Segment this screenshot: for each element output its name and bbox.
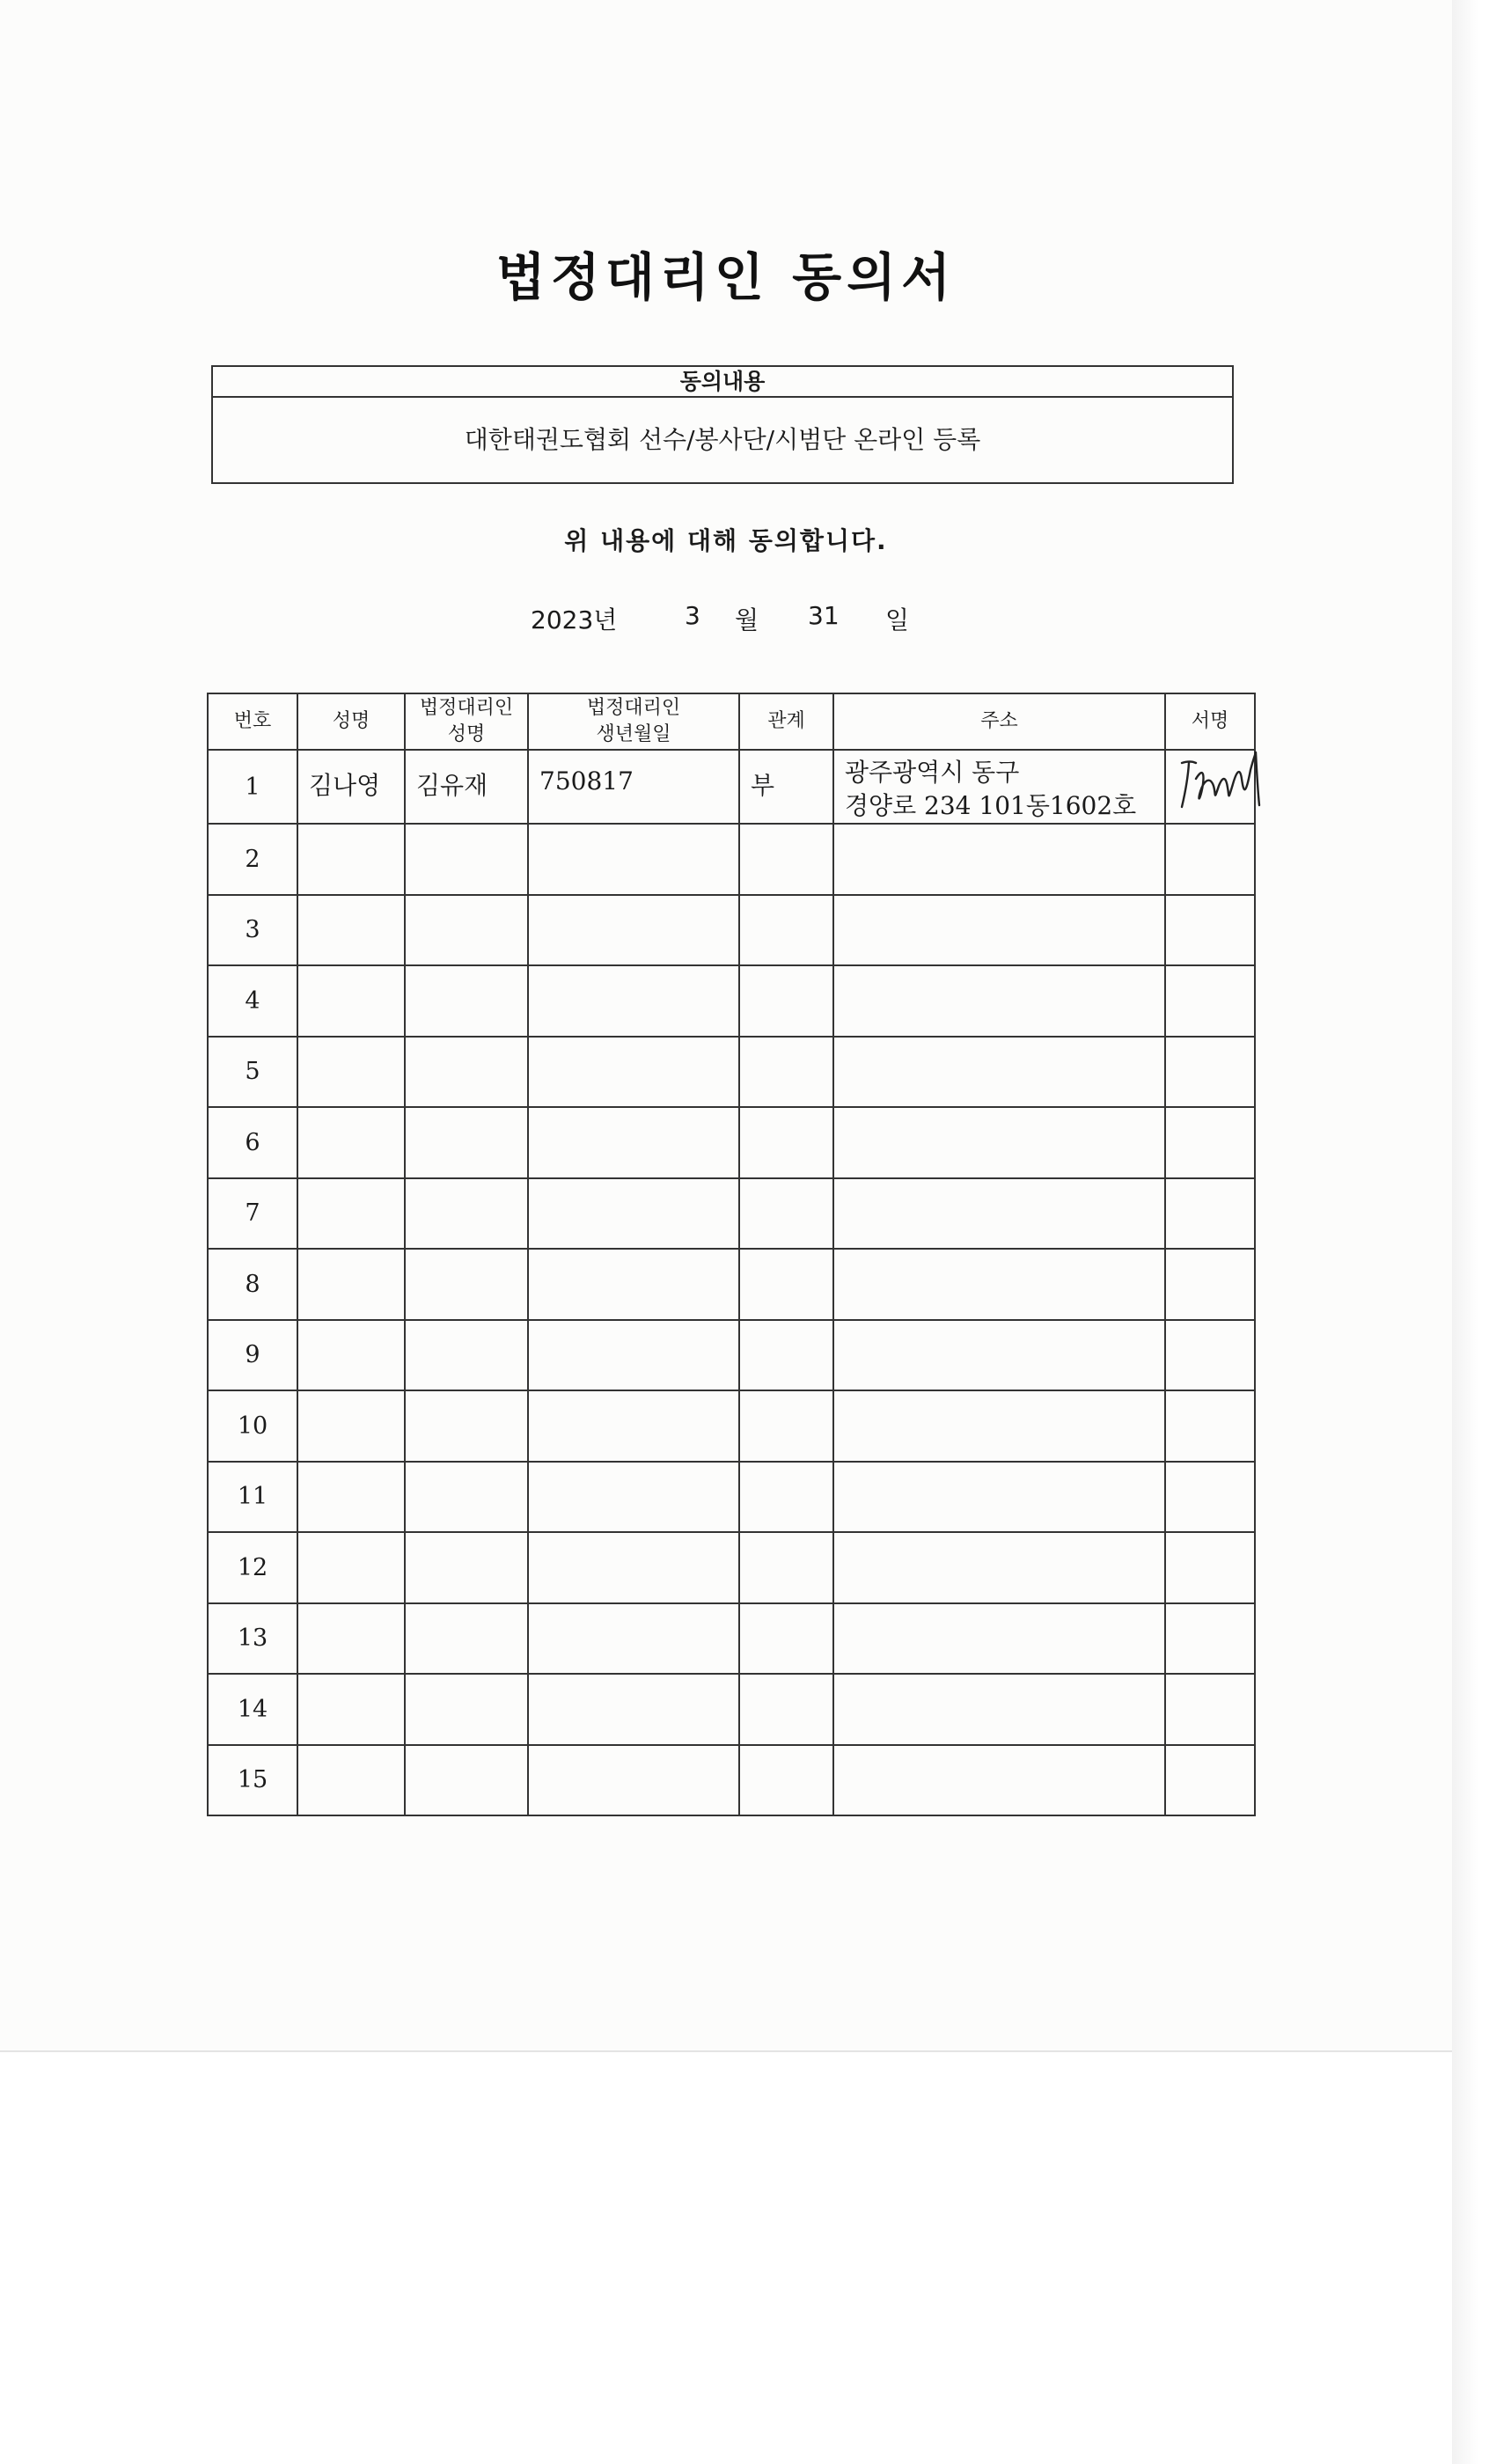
row-guardian-birth [528,1603,739,1675]
row-guardian-birth [528,1532,739,1603]
row-relation [739,1674,833,1745]
row-guardian-birth: 750817 [528,750,739,824]
scan-edge [1452,0,1496,2464]
row-relation [739,1603,833,1675]
row-name [297,1107,405,1178]
row-guardian-name [405,1532,528,1603]
row-address [833,965,1165,1037]
row-signature [1165,1390,1255,1462]
header-number: 번호 [208,693,297,750]
row-relation [739,1462,833,1533]
row-signature [1165,1249,1255,1320]
date-year: 2023년 [531,605,618,634]
row-signature [1165,1178,1255,1250]
row-guardian-name [405,1674,528,1745]
row-signature [1165,1462,1255,1533]
row-relation [739,895,833,966]
row-number: 1 [208,750,297,824]
table-row [208,824,1255,895]
row-relation [739,1320,833,1391]
row-number: 9 [208,1320,297,1391]
header-address: 주소 [833,693,1165,750]
row-number: 5 [208,1037,297,1108]
row-guardian-birth [528,965,739,1037]
row-signature [1165,1603,1255,1675]
row-guardian-name [405,1037,528,1108]
table-row [208,1603,1255,1675]
row-name [297,1603,405,1675]
row-relation [739,1037,833,1108]
date-month: 3 [685,601,700,630]
table-header-row [208,693,1255,750]
row-name [297,1390,405,1462]
row-number: 7 [208,1178,297,1250]
row-guardian-birth [528,895,739,966]
row-number: 12 [208,1532,297,1603]
table-row [208,1532,1255,1603]
row-address [833,895,1165,966]
row-name [297,824,405,895]
row-name [297,1178,405,1250]
row-guardian-name [405,1603,528,1675]
agree-statement: 위 내용에 대해 동의합니다. [564,526,888,555]
row-address [833,750,1165,824]
row-address [833,1390,1165,1462]
row-signature [1165,895,1255,966]
row-signature [1165,750,1255,824]
row-guardian-name [405,965,528,1037]
row-guardian-birth [528,1037,739,1108]
row-signature [1165,1107,1255,1178]
header-guardian-birth: 법정대리인 생년월일 [528,693,739,750]
row-signature [1165,1037,1255,1108]
row-name [297,965,405,1037]
row-relation [739,824,833,895]
row-guardian-name [405,1462,528,1533]
row-relation [739,965,833,1037]
row-signature [1165,1532,1255,1603]
row-number: 10 [208,1390,297,1462]
table-row [208,1674,1255,1745]
row-guardian-birth [528,1390,739,1462]
row-guardian-name [405,895,528,966]
row-guardian-name [405,1320,528,1391]
row-name [297,1249,405,1320]
row-relation [739,1532,833,1603]
row-address-line1: 광주광역시 동구 [845,758,1020,787]
row-relation: 부 [739,750,833,824]
row-guardian-name [405,824,528,895]
row-address [833,1462,1165,1533]
document-title: 법정대리인 동의서 [495,247,957,307]
row-address-line2: 경양로 234 101동1602호 [845,791,1137,820]
row-guardian-birth [528,1674,739,1745]
row-signature [1165,965,1255,1037]
row-name [297,1320,405,1391]
table-row [208,895,1255,966]
row-address [833,1037,1165,1108]
row-number: 4 [208,965,297,1037]
date-day-label: 일 [885,605,910,634]
table-row [208,965,1255,1037]
table-row [208,1390,1255,1462]
header-name: 성명 [297,693,405,750]
row-guardian-birth [528,1249,739,1320]
row-address [833,1532,1165,1603]
row-number: 11 [208,1462,297,1533]
row-number: 2 [208,824,297,895]
row-guardian-birth [528,824,739,895]
table-row [208,1462,1255,1533]
row-number: 8 [208,1249,297,1320]
guardian-table [207,693,1256,1816]
row-address [833,1249,1165,1320]
row-relation [739,1249,833,1320]
signature-handwriting [1175,744,1272,823]
consent-header: 동의내용 [213,367,1232,398]
row-relation [739,1745,833,1816]
row-number: 14 [208,1674,297,1745]
table-row [208,1037,1255,1108]
row-guardian-birth [528,1745,739,1816]
row-signature [1165,1745,1255,1816]
table-row [208,1320,1255,1391]
row-signature [1165,1674,1255,1745]
row-guardian-birth [528,1462,739,1533]
row-address [833,1320,1165,1391]
row-guardian-birth [528,1107,739,1178]
row-signature [1165,1320,1255,1391]
row-guardian-name [405,1178,528,1250]
row-guardian-birth [528,1320,739,1391]
row-signature [1165,824,1255,895]
row-guardian-name [405,1745,528,1816]
row-name [297,1745,405,1816]
row-relation [739,1390,833,1462]
row-address [833,1603,1165,1675]
row-number: 15 [208,1745,297,1816]
table-row [208,1107,1255,1178]
date-month-label: 월 [735,605,759,634]
row-guardian-name: 김유재 [405,750,528,824]
row-name [297,1674,405,1745]
row-guardian-birth [528,1178,739,1250]
row-name [297,895,405,966]
row-number: 3 [208,895,297,966]
row-number: 13 [208,1603,297,1675]
header-signature: 서명 [1165,693,1255,750]
row-address [833,1745,1165,1816]
row-name: 김나영 [297,750,405,824]
row-name [297,1532,405,1603]
row-relation [739,1178,833,1250]
row-address [833,1178,1165,1250]
row-number: 6 [208,1107,297,1178]
row-guardian-name [405,1107,528,1178]
row-address [833,824,1165,895]
date-day: 31 [808,601,840,630]
header-relation: 관계 [739,693,833,750]
row-name [297,1462,405,1533]
row-address [833,1107,1165,1178]
table-row [208,1249,1255,1320]
table-row [208,1178,1255,1250]
table-row [208,1745,1255,1816]
row-address [833,1674,1165,1745]
row-name [297,1037,405,1108]
consent-content: 대한태권도협회 선수/봉사단/시범단 온라인 등록 [464,425,981,454]
consent-box [211,365,1234,484]
row-guardian-name [405,1390,528,1462]
header-guardian-name: 법정대리인 성명 [405,693,528,750]
row-relation [739,1107,833,1178]
table-row [208,750,1255,824]
row-guardian-name [405,1249,528,1320]
